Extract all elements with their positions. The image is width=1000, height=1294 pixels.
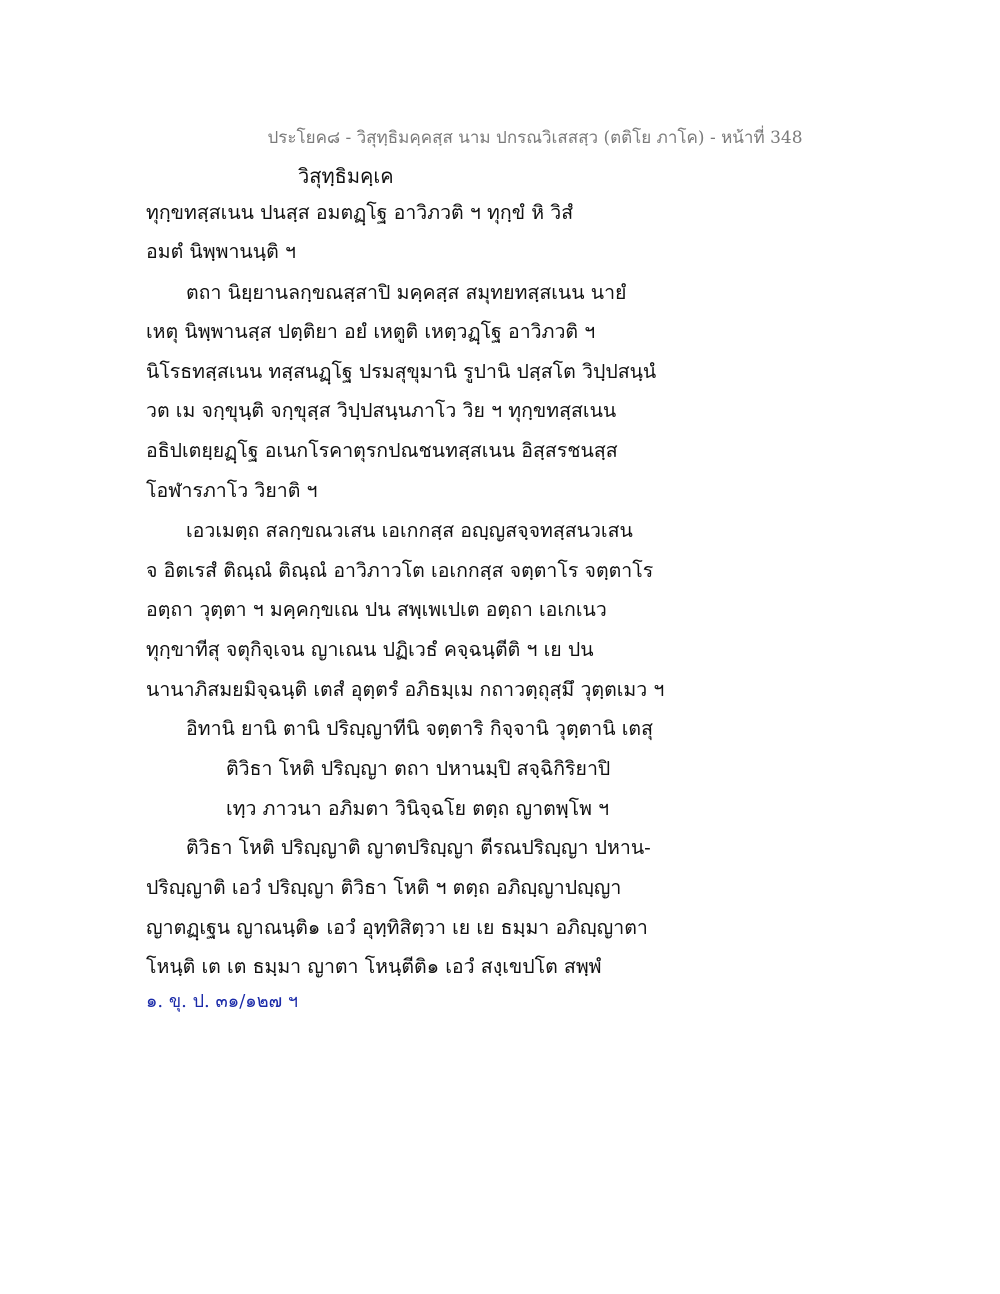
text-line: วต เม จกฺขุนฺติ จกฺขุสฺส วิปฺปสนฺนภาโว วิย ฯ ทุกฺขทสฺสเนน	[146, 399, 617, 422]
text-line: ทุกฺขาทีสุ จตุกิจฺเจน ญาเณน ปฏิเวธํ คจฺฉนฺตีติ ฯ เย ปน	[146, 638, 594, 661]
text-line: ติวิธา โหติ ปริญฺญาติ ญาตปริญฺญา ตีรณปริญฺญา ปหาน-	[186, 836, 651, 859]
text-line: เอวเมตฺถ สลกฺขณวเสน เอเกกสฺส อญฺญสจฺจทสฺสนวเสน	[186, 519, 633, 542]
text-line: นิโรธทสฺสเนน ทสฺสนฏฺโฐ ปรมสุขุมานิ รูปานิ ปสฺสโต วิปฺปสนฺนํ	[146, 360, 657, 383]
chapter-title: วิสุทฺธิมคฺเค	[298, 164, 394, 188]
text-line: อิทานิ ยานิ ตานิ ปริญฺญาทีนิ จตฺตาริ กิจฺจานิ วุตฺตานิ เตสุ	[186, 717, 654, 740]
text-line: ปริญฺญาติ เอวํ ปริญฺญา ติวิธา โหติ ฯ ตตฺถ อภิญฺญาปญฺญา	[146, 876, 622, 899]
text-line: ตถา นิยฺยานลกฺขณสฺสาปิ มคฺคสฺส สมุทยทสฺสเนน นายํ	[186, 281, 627, 304]
text-line: โหนฺติ เต เต ธมฺมา ญาตา โหนฺตีติ๑ เอวํ สงฺเขปโต สพฺพํ	[146, 955, 602, 978]
text-line: ญาตฏฺเฐน ญาณนฺติ๑ เอวํ อุทฺทิสิตฺวา เย เย ธมฺมา อภิญฺญาตา	[146, 916, 648, 939]
verse-line: ติวิธา โหติ ปริญฺญา ตถา ปหานมฺปิ สจฺฉิกิริยาปิ	[226, 757, 611, 780]
text-line: อตฺถา วุตฺตา ฯ มคฺคกฺขเณ ปน สพฺเพเปเต อตฺถา เอเกเนว	[146, 598, 607, 621]
text-line: ทุกฺขทสฺสเนน ปนสฺส อมตฏฺโฐ อาวิภวติ ฯ ทุกฺขํ หิ วิสํ	[146, 201, 574, 224]
text-line: โอฬารภาโว วิยาติ ฯ	[146, 479, 318, 502]
text-line: นานาภิสมยมิจฺฉนฺติ เตสํ อุตฺตรํ อภิธมฺเม กถาวตฺถุสฺมึ วุตฺตเมว ฯ	[146, 678, 665, 701]
running-header: ประโยค๘ - วิสุทฺธิมคฺคสฺส นาม ปกรณวิเสสสฺว (ตติโย ภาโค) - หน้าที่ 348	[267, 128, 803, 148]
text-line: เหตุ นิพฺพานสฺส ปตฺติยา อยํ เหตูติ เหตฺวฏฺโฐ อาวิภวติ ฯ	[146, 320, 596, 343]
text-line: อมตํ นิพฺพานนฺติ ฯ	[146, 240, 296, 263]
text-line: จ อิตเรสํ ติณฺณํ ติณฺณํ อาวิภาวโต เอเกกสฺส จตฺตาโร จตฺตาโร	[146, 559, 654, 582]
text-line: อธิปเตยฺยฏฺโฐ อเนกโรคาตุรกปณชนทสฺสเนน อิสฺสรชนสฺส	[146, 439, 618, 462]
verse-line: เทฺว ภาวนา อภิมตา วินิจฺฉโย ตตฺถ ญาตพฺโพ ฯ	[226, 797, 610, 820]
footnote: ๑. ขุ. ป. ๓๑/๑๒๗ ฯ	[146, 991, 298, 1012]
